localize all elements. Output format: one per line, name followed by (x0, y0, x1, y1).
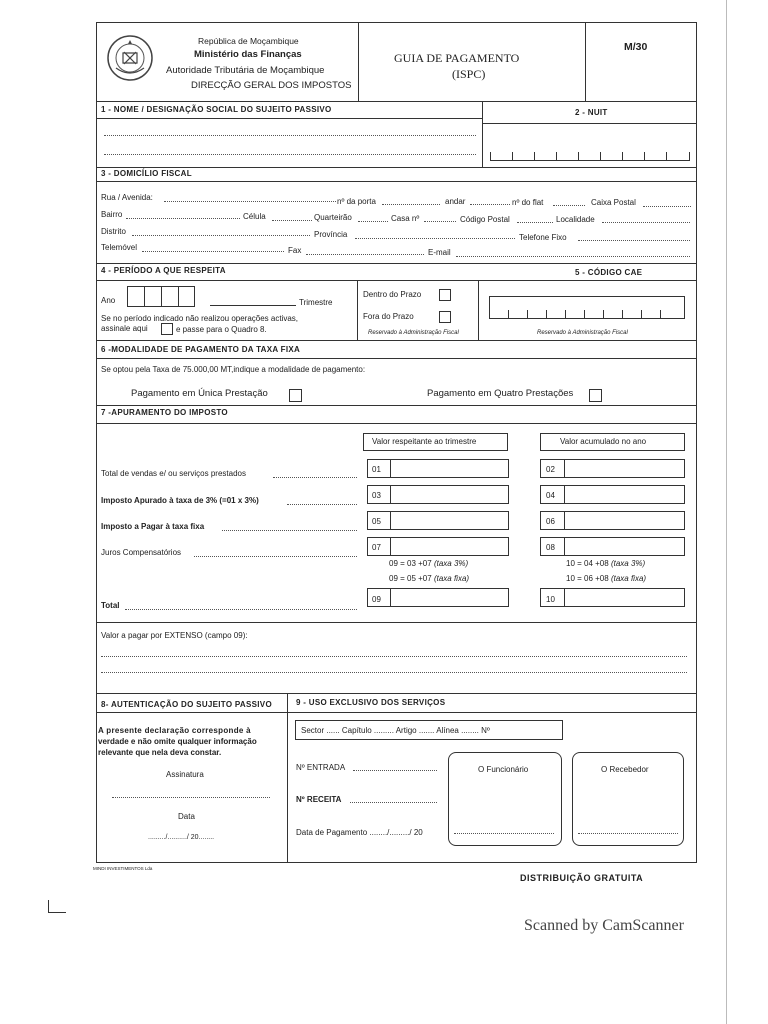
provincia-field[interactable] (355, 238, 515, 239)
andar-field[interactable] (470, 204, 510, 205)
formula-09-fixa: 09 = 05 +07 (taxa fixa) (389, 574, 470, 583)
field-02-number: 02 (546, 465, 555, 474)
name-line-1[interactable] (104, 135, 476, 136)
field-05-number: 05 (372, 517, 381, 526)
coat-of-arms-emblem (104, 32, 156, 84)
field-05[interactable] (367, 511, 509, 530)
trimestre-label: Trimestre (299, 298, 333, 307)
fax-label: Fax (288, 246, 302, 255)
field-07-number: 07 (372, 543, 381, 552)
reservado-label-4: Reservado à Administração Fiscal (368, 330, 459, 336)
section-9-title: 9 - USO EXCLUSIVO DOS SERVIÇOS (296, 698, 446, 707)
assinatura-field[interactable] (112, 797, 270, 798)
col-trimestre-label: Valor respeitante ao trimestre (372, 437, 477, 446)
assinatura-label: Assinatura (166, 770, 204, 779)
distrito-label: Distrito (101, 227, 126, 236)
extenso-label: Valor a pagar por EXTENSO (campo 09): (101, 631, 248, 640)
section-2-title: 2 - NUIT (575, 108, 608, 117)
field-02[interactable] (540, 459, 685, 478)
quarteirao-label: Quarteirão (314, 213, 352, 222)
row-juros-label: Juros Compensatórios (101, 548, 182, 557)
form-title: GUIA DE PAGAMENTO (394, 51, 520, 65)
field-06[interactable] (540, 511, 685, 530)
section-4-title: 4 - PERÍODO A QUE RESPEITA (101, 266, 226, 275)
no-activity-note-2b: e passe para o Quadro 8. (176, 325, 267, 334)
declaration-line-3: relevante que nela deva constar. (98, 748, 222, 757)
localidade-label: Localidade (556, 215, 595, 224)
fax-field[interactable] (306, 254, 424, 255)
distrito-field[interactable] (132, 235, 310, 236)
directorate-text: DIRECÇÃO GERAL DOS IMPOSTOS (191, 80, 352, 91)
dentro-prazo-label: Dentro do Prazo (363, 290, 422, 299)
scanner-watermark: Scanned by CamScanner (524, 917, 684, 934)
extenso-line-1[interactable] (101, 656, 687, 657)
field-06-number: 06 (546, 517, 555, 526)
codigo-postal-label: Código Postal (460, 215, 510, 224)
data-pagamento-field[interactable]: Data de Pagamento ......../........./ 20 (296, 828, 423, 837)
formula-10-fixa: 10 = 06 +08 (taxa fixa) (566, 574, 647, 583)
porta-field[interactable] (382, 204, 440, 205)
unica-prestacao-label: Pagamento em Única Prestação (131, 388, 268, 399)
provincia-label: Província (314, 230, 348, 239)
section-3-title: 3 - DOMICÍLIO FISCAL (101, 169, 192, 178)
caixa-label: Caixa Postal (591, 198, 636, 207)
ministry-text: Ministério das Finanças (194, 49, 302, 60)
row-vendas-label: Total de vendas e/ ou serviços prestados (101, 469, 246, 478)
distribution-note: DISTRIBUIÇÃO GRATUITA (520, 873, 644, 883)
telemovel-label: Telemóvel (101, 243, 138, 252)
republic-text: República de Moçambique (198, 36, 299, 46)
caixa-field[interactable] (643, 206, 691, 207)
telemovel-field[interactable] (142, 251, 284, 252)
extenso-line-2[interactable] (101, 672, 687, 673)
nuit-input[interactable] (490, 147, 690, 161)
casa-field[interactable] (424, 221, 456, 222)
celula-field[interactable] (272, 220, 312, 221)
email-field[interactable] (456, 256, 690, 257)
name-line-2[interactable] (104, 154, 476, 155)
no-activity-note-1: Se no período indicado não realizou operações activas, (101, 314, 299, 323)
unica-prestacao-checkbox[interactable] (289, 389, 302, 402)
field-04-number: 04 (546, 491, 555, 500)
telefone-label: Telefone Fixo (519, 233, 567, 242)
row-taxa-fixa-label: Imposto a Pagar à taxa fixa (101, 522, 205, 531)
formula-09-3pct: 09 = 03 +07 (taxa 3%) (389, 559, 469, 568)
field-01-number: 01 (372, 465, 381, 474)
data-label: Data (178, 812, 195, 821)
reservado-label-5: Reservado à Administração Fiscal (537, 330, 628, 336)
quatro-prestacoes-checkbox[interactable] (589, 389, 602, 402)
field-08-number: 08 (546, 543, 555, 552)
flat-label: nº do flat (512, 198, 544, 207)
scan-edge (726, 0, 727, 1024)
no-activity-checkbox[interactable] (161, 323, 173, 335)
section-5-title: 5 - CÓDIGO CAE (575, 268, 643, 277)
field-03-number: 03 (372, 491, 381, 500)
rua-field[interactable] (164, 201, 336, 202)
authority-text: Autoridade Tributária de Moçambique (166, 65, 325, 76)
printer-credit: MINDI INVESTIMENTOS Lda (93, 866, 153, 871)
field-03[interactable] (367, 485, 509, 504)
receita-label: Nº RECEITA (296, 795, 342, 804)
scan-mark (48, 912, 66, 913)
field-07[interactable] (367, 537, 509, 556)
section-1-title: 1 - NOME / DESIGNAÇÃO SOCIAL DO SUJEITO PASSIVO (101, 105, 332, 114)
form-code: M/30 (624, 41, 648, 53)
bairro-field[interactable] (126, 218, 240, 219)
taxa-fixa-intro: Se optou pela Taxa de 75.000,00 MT,indique a modalidade de pagamento: (101, 365, 366, 374)
codigo-postal-field[interactable] (517, 222, 553, 223)
quatro-prestacoes-label: Pagamento em Quatro Prestações (427, 388, 574, 399)
flat-field[interactable] (553, 205, 585, 206)
formula-10-3pct: 10 = 04 +08 (taxa 3%) (566, 559, 646, 568)
entrada-label: Nº ENTRADA (296, 763, 346, 772)
scan-mark-vertical (48, 900, 49, 912)
fora-prazo-label: Fora do Prazo (363, 312, 414, 321)
no-activity-note-2a: assinale aqui (101, 324, 148, 333)
telefone-field[interactable] (578, 240, 690, 241)
recebedor-label: O Recebedor (601, 765, 649, 774)
dentro-prazo-checkbox[interactable] (439, 289, 451, 301)
field-10[interactable] (540, 588, 685, 607)
field-01[interactable] (367, 459, 509, 478)
declaration-line-2: verdade e não omite qualquer informação (98, 737, 257, 746)
field-04[interactable] (540, 485, 685, 504)
localidade-field[interactable] (602, 222, 690, 223)
field-09[interactable] (367, 588, 509, 607)
row-total-label: Total (101, 601, 120, 610)
receita-field[interactable] (350, 802, 437, 803)
entrada-field[interactable] (353, 770, 437, 771)
funcionario-label: O Funcionário (478, 765, 529, 774)
cae-code-input[interactable] (489, 296, 685, 319)
fora-prazo-checkbox[interactable] (439, 311, 451, 323)
trimestre-field[interactable] (210, 305, 296, 306)
porta-label: nº da porta (337, 197, 376, 206)
col-acumulado-label: Valor acumulado no ano (560, 437, 647, 446)
field-09-number: 09 (372, 595, 381, 604)
section-6-title: 6 -MODALIDADE DE PAGAMENTO DA TAXA FIXA (101, 345, 301, 354)
data-field[interactable]: ........./........../ 20........ (148, 834, 215, 841)
bairro-label: Bairro (101, 210, 123, 219)
andar-label: andar (445, 197, 466, 206)
casa-label: Casa nº (391, 214, 420, 223)
celula-label: Célula (243, 212, 266, 221)
quarteirao-field[interactable] (358, 221, 388, 222)
field-08[interactable] (540, 537, 685, 556)
section-7-title: 7 -APURAMENTO DO IMPOSTO (101, 408, 228, 417)
rua-label: Rua / Avenida: (101, 193, 153, 202)
declaration-line-1: A presente declaração corresponde à (98, 726, 251, 735)
ano-label: Ano (101, 296, 116, 305)
row-imposto-3pct-label: Imposto Apurado à taxa de 3% (=01 x 3%) (101, 496, 259, 505)
form-subtitle: (ISPC) (452, 67, 486, 81)
classification-fields[interactable]: Sector ...... Capítulo ......... Artigo ....... Alínea ........ Nº (301, 726, 490, 735)
email-label: E-mail (428, 248, 451, 257)
section-8-title: 8- AUTENTICAÇÃO DO SUJEITO PASSIVO (101, 700, 272, 709)
field-10-number: 10 (546, 595, 555, 604)
